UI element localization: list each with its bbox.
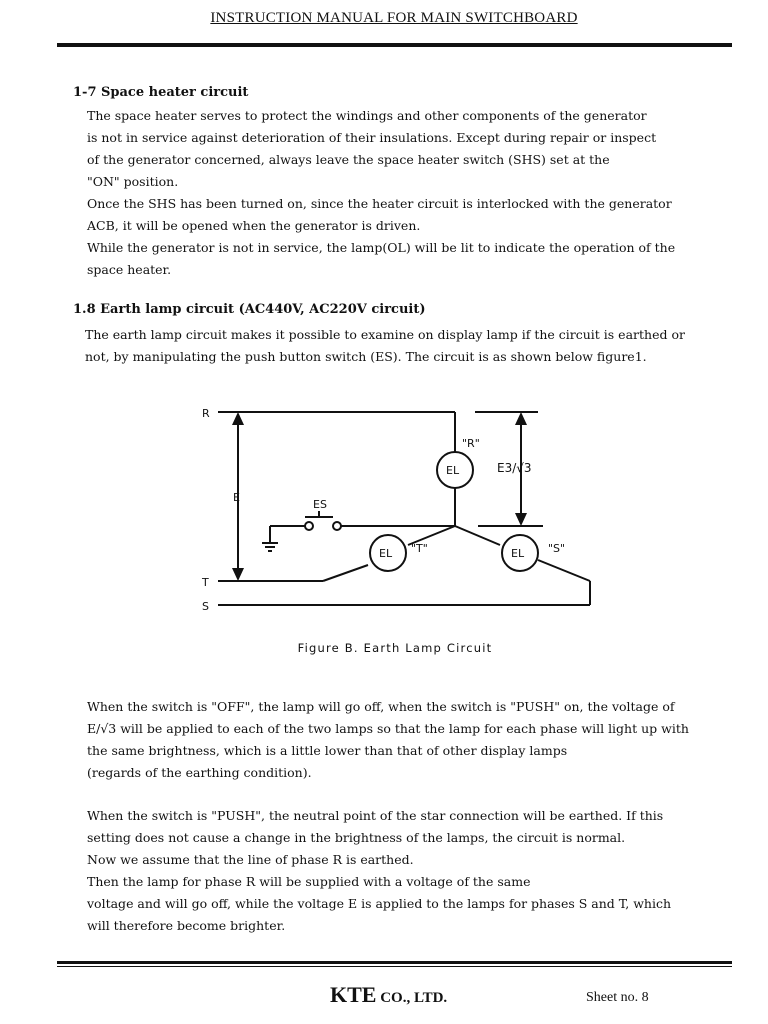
arrow-down-icon xyxy=(232,568,244,581)
body-line: "ON" position. xyxy=(87,174,179,189)
body-line: Now we assume that the line of phase R is earthed. xyxy=(87,852,414,867)
phase-s-label: "S" xyxy=(548,542,566,555)
body-line: Once the SHS has been turned on, since the heater circuit is interlocked with the generator xyxy=(87,196,672,211)
label-r: R xyxy=(202,407,210,420)
lamp-s-label: EL xyxy=(511,547,525,560)
body-line: will therefore become brighter. xyxy=(87,918,286,933)
footer-rule xyxy=(57,961,732,964)
body-line: the same brightness, which is a little lower than that of other display lamps xyxy=(87,743,568,758)
body-line: of the generator concerned, always leave the space heater switch (SHS) set at the xyxy=(87,152,610,167)
phase-r-label: "R" xyxy=(462,437,480,450)
body-line: E/√3 will be applied to each of the two lamps so that the lamp for each phase will light up with xyxy=(87,721,689,736)
company-main: KTE xyxy=(330,982,377,1007)
body-line: not, by manipulating the push button switch (ES). The circuit is as shown below figure1. xyxy=(85,349,647,364)
body-line: setting does not cause a change in the brightness of the lamps, the circuit is normal. xyxy=(87,830,626,845)
section-2-heading: 1.8 Earth lamp circuit (AC440V, AC220V circuit) xyxy=(73,302,426,317)
body-line: The earth lamp circuit makes it possible to examine on display lamp if the circuit is earthed or xyxy=(85,327,685,342)
arrow-down-icon xyxy=(515,513,527,526)
switch-contact-left xyxy=(305,522,313,530)
earth-lamp-circuit-diagram xyxy=(190,398,610,618)
voltage-label: E3/√3 xyxy=(497,461,532,475)
company-suffix: CO., LTD. xyxy=(376,990,448,1006)
wire-neutral-s xyxy=(455,526,500,545)
lamp-r-label: EL xyxy=(446,464,460,477)
header-rule xyxy=(57,43,732,47)
header-title: INSTRUCTION MANUAL FOR MAIN SWITCHBOARD xyxy=(210,10,578,26)
body-line: ACB, it will be opened when the generator is driven. xyxy=(87,218,421,233)
body-line: Then the lamp for phase R will be supplied with a voltage of the same xyxy=(87,874,531,889)
section-1-heading: 1-7 Space heater circuit xyxy=(73,85,249,100)
body-line: space heater. xyxy=(87,262,172,277)
body-line: voltage and will go off, while the voltage E is applied to the lamps for phases S and T, which xyxy=(87,896,672,911)
arrow-up-icon xyxy=(515,412,527,425)
lamp-t-label: EL xyxy=(379,547,393,560)
earthing-test-paragraph xyxy=(87,805,671,937)
switch-operation-paragraph xyxy=(87,696,689,784)
footer-rule-thin xyxy=(57,966,732,967)
body-line: While the generator is not in service, the lamp(OL) will be lit to indicate the operation of the xyxy=(87,240,676,255)
figure-caption: Figure B. Earth Lamp Circuit xyxy=(297,641,493,655)
body-line: The space heater serves to protect the windings and other components of the generator xyxy=(87,108,647,123)
body-line: (regards of the earthing condition). xyxy=(87,765,312,780)
switch-contact-right xyxy=(333,522,341,530)
arrow-up-icon xyxy=(232,412,244,425)
label-es: ES xyxy=(313,498,327,511)
wire-t-to-lamp xyxy=(323,565,368,581)
label-s: S xyxy=(202,600,209,613)
label-t: T xyxy=(202,576,209,589)
body-line: When the switch is "PUSH", the neutral point of the star connection will be earthed. If this xyxy=(87,808,664,823)
phase-t-label: "T" xyxy=(411,542,428,555)
company-name xyxy=(330,982,447,1008)
wire-s-to-lamp xyxy=(538,560,590,581)
section-1-body xyxy=(87,105,675,281)
body-line: When the switch is "OFF", the lamp will go off, when the switch is "PUSH" on, the voltage of xyxy=(87,699,675,714)
body-line: is not in service against deterioration of their insulations. Except during repair or inspect xyxy=(87,130,657,145)
sheet-number: Sheet no. 8 xyxy=(586,990,649,1005)
earth-ground-icon xyxy=(262,543,278,551)
section-2-body xyxy=(85,324,685,368)
label-e: E xyxy=(233,491,240,504)
